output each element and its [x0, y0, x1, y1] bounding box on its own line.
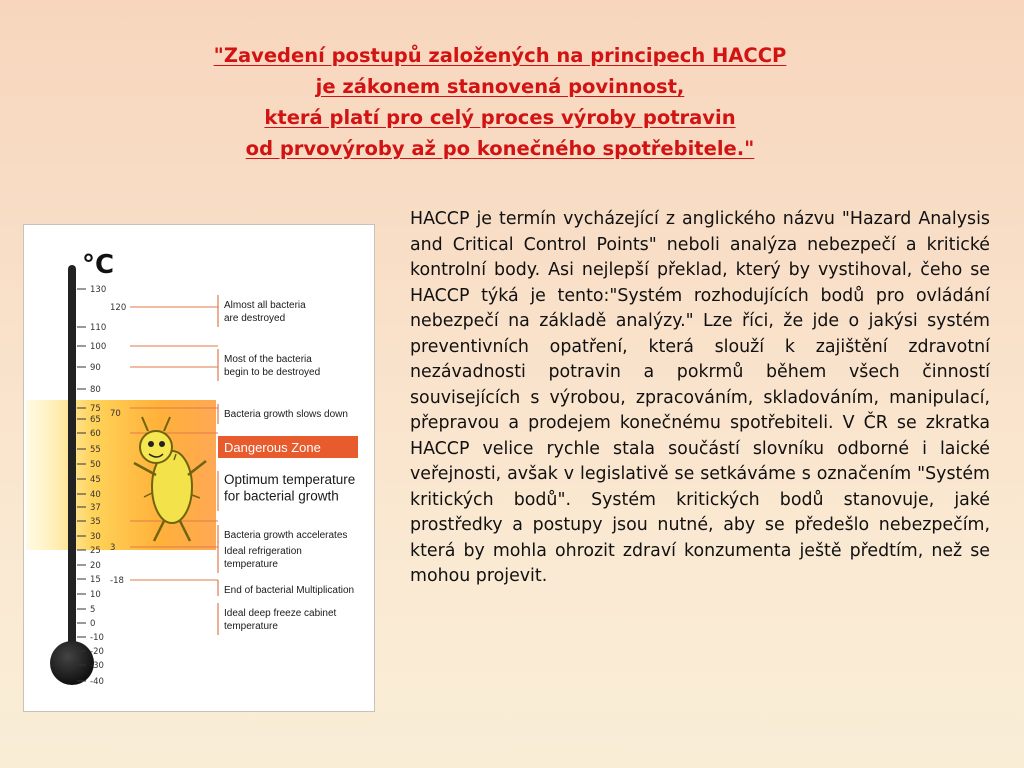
zone-label: [218, 580, 354, 596]
zone-label: [218, 541, 302, 573]
zone-label: [218, 404, 348, 424]
title-line: která platí pro celý proces výroby potravin: [264, 106, 736, 129]
thermometer-tube: [68, 265, 76, 657]
scale-tick-label: 120: [110, 303, 127, 313]
scale-tick-label: -20: [90, 647, 104, 657]
zone-label: [218, 295, 306, 327]
zone-label-text: Ideal refrigeration: [224, 546, 302, 557]
scale-tick-label: 25: [90, 546, 101, 556]
zone-label-text: are destroyed: [224, 313, 286, 324]
title-line: je zákonem stanovená povinnost,: [315, 75, 685, 98]
zone-labels: [218, 295, 358, 635]
zone-label: [218, 436, 358, 458]
zone-label-text: temperature: [224, 559, 278, 570]
haccp-description: HACCP je termín vycházející z anglického názvu "Hazard Analysis and Critical Control Points" neboli analýza nebezpečí a kritické kontrolní body. Asi nejlepší překlad, který by vystihoval, čeho se HACCP týká je tento:"Systém rozhodujících bodů pro ovládání nebezpečí na základě analýzy." Lze říci, že jde o jakýsi systém preventivních opatření, která slouží k zajištění zdravotní nezávadnosti potravin a pokrmů během všech činností souvisejících s výrobou, zpracováním, skladováním, manipulací, přepravou a prodejem konečnému spotřebiteli. V ČR se zkratka HACCP velice rychle stala součástí slovníku odborné i laické veřejnosti, avšak v legislativě se setkáváme s označením "Systém kritických bodů". Systém kritických bodů stanovuje, jaké prostředky a postupy jsou nutné, aby se předešlo nebezpečím, která by mohla ohrozit zdraví konzumenta ještě předtím, než se mohou projevit.: [410, 209, 990, 586]
zone-label: [218, 603, 337, 635]
scale-tick-label: 100: [90, 342, 107, 352]
unit-label: °C: [82, 250, 115, 280]
thermometer-bulb: [50, 641, 94, 685]
zone-label-text: Almost all bacteria: [224, 300, 306, 311]
scale-tick-label: 0: [90, 619, 96, 629]
scale-tick-label: 30: [90, 532, 101, 542]
scale-tick-label: 60: [90, 429, 101, 439]
scale-tick-label: 15: [90, 575, 101, 585]
scale-tick-label: 35: [90, 517, 101, 527]
scale-tick-label: -40: [90, 677, 104, 687]
zone-label: [218, 525, 347, 543]
zone-label-text: temperature: [224, 621, 278, 632]
scale-tick-label: 20: [90, 561, 101, 571]
zone-label-text: Most of the bacteria: [224, 354, 312, 365]
scale-tick-label: 80: [90, 385, 101, 395]
scale-tick-label: 3: [110, 543, 116, 553]
slide-title: [0, 40, 1000, 164]
scale-tick-label: 110: [90, 323, 107, 333]
scale-tick-label: 50: [90, 460, 101, 470]
zone-label-text: Bacteria growth accelerates: [224, 530, 348, 541]
zone-label-text: Optimum temperature: [224, 472, 356, 487]
scale-tick-label: -10: [90, 633, 104, 643]
scale-tick-label: -18: [110, 576, 124, 586]
scale-tick-label: 90: [90, 363, 101, 373]
scale-tick-label: 10: [90, 590, 101, 600]
zone-label-text: begin to be destroyed: [224, 367, 321, 378]
scale-tick-label: 70: [110, 409, 121, 419]
scale-tick-label: 65: [90, 415, 101, 425]
thermometer-figure: [23, 224, 375, 712]
zone-label: [218, 471, 355, 511]
zone-label-text: End of bacterial Multiplication: [224, 585, 355, 596]
zone-label-text: Dangerous Zone: [224, 440, 321, 455]
zone-label-text: Bacteria growth slows down: [224, 409, 348, 420]
scale-tick-label: 130: [90, 285, 107, 295]
scale-tick-label: 37: [90, 503, 101, 513]
title-line: "Zavedení postupů založených na principech HACCP: [213, 44, 787, 67]
thermometer-diagram: [24, 225, 376, 713]
zone-label: [218, 349, 320, 381]
scale-tick-label: 5: [90, 605, 96, 615]
scale-tick-label: 55: [90, 445, 101, 455]
scale-tick-label: 40: [90, 490, 101, 500]
zone-label-text: Ideal deep freeze cabinet: [224, 608, 337, 619]
zone-label-text: for bacterial growth: [224, 488, 339, 504]
title-line: od prvovýroby až po konečného spotřebitele.": [245, 137, 755, 160]
scale-tick-label: -30: [90, 661, 104, 671]
scale-tick-label: 75: [90, 404, 101, 414]
scale-tick-label: 45: [90, 475, 101, 485]
